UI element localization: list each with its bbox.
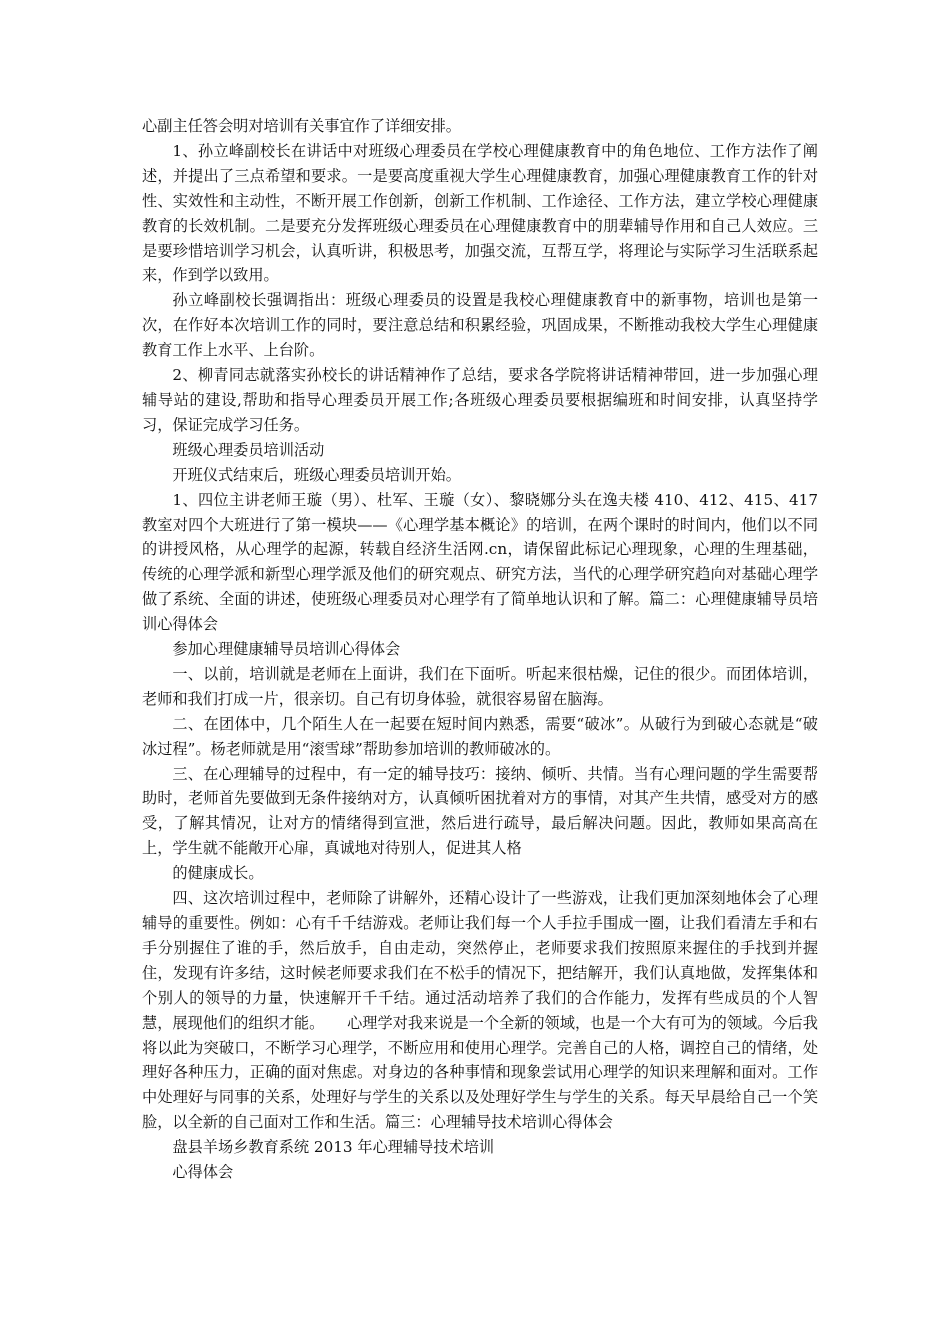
paragraph: 二、在团体中，几个陌生人在一起要在短时间内熟悉，需要“破冰”。从破行为到破心态就是“破冰过程”。杨老师就是用“滚雪球”帮助参加培训的教师破冰的。	[142, 714, 818, 758]
document-body	[142, 114, 818, 1185]
section-heading: 心得体会	[172, 1163, 234, 1182]
section-heading: 班级心理委员培训活动	[172, 440, 325, 459]
paragraph: 孙立峰副校长强调指出：班级心理委员的设置是我校心理健康教育中的新事物，培训也是第一次，在作好本次培训工作的同时，要注意总结和积累经验，巩固成果，不断推动我校大学生心理健康教育工作上水平、上台阶。	[142, 291, 818, 360]
paragraph: 的健康成长。	[172, 864, 264, 883]
paragraph: 1、四位主讲老师王璇（男）、杜军、王璇（女）、黎晓娜分头在逸夫楼 410、412、415、417 教室对四个大班进行了第一模块——《心理学基本概论》的培训，在两个课时的时间内，他们以不同的讲授风格，从心理学的起源，转载自经济生活网.cn，请保留此标记心理现象，心理的生理基础，传统的心理学派和新型心理学派及他们的研究观点、研究方法，当代的心理学研究趋向对基础心理学做了系统、全面的讲述，使班级心理委员对心理学有了简单地认识和了解。篇二：心理健康辅导员培训心得体会	[142, 490, 818, 634]
paragraph: 开班仪式结束后，班级心理委员培训开始。	[172, 465, 461, 484]
section-heading: 参加心理健康辅导员培训心得体会	[172, 640, 401, 659]
paragraph: 1、孙立峰副校长在讲话中对班级心理委员在学校心理健康教育中的角色地位、工作方法作了阐述，并提出了三点希望和要求。一是要高度重视大学生心理健康教育，加强心理健康教育工作的针对性、实效性和主动性，不断开展工作创新，创新工作机制、工作途径、工作方法，建立学校心理健康教育的长效机制。二是要充分发挥班级心理委员在心理健康教育中的朋辈辅导作用和自己人效应。三是要珍惜培训学习机会，认真听讲，积极思考，加强交流，互帮互学，将理论与实际学习生活联系起来，作到学以致用。	[142, 141, 818, 285]
section-heading: 盘县羊场乡教育系统 2013 年心理辅导技术培训	[172, 1138, 495, 1157]
paragraph: 四、这次培训过程中，老师除了讲解外，还精心设计了一些游戏，让我们更加深刻地体会了心理辅导的重要性。例如：心有千千结游戏。老师让我们每一个人手拉手围成一圈，让我们看清左手和右手分别握住了谁的手，然后放手，自由走动，突然停止，老师要求我们按照原来握住的手找到并握住，发现有许多结，这时候老师要求我们在不松手的情况下，把结解开，我们认真地做，发挥集体和个别人的领导的力量，快速解开千千结。通过活动培养了我们的合作能力，发挥有些成员的个人智慧，展现他们的组织才能。 心理学对我来说是一个全新的领域，也是一个大有可为的领域。今后我将以此为突破口，不断学习心理学，不断应用和使用心理学。完善自己的人格，调控自己的情绪，处理好各种压力，正确的面对焦虑。对身边的各种事情和现象尝试用心理学的知识来理解和面对。工作中处理好与同事的关系，处理好与学生的关系以及处理好学生与学生的关系。每天早晨给自己一个笑脸，以全新的自己面对工作和生活。篇三：心理辅导技术培训心得体会	[142, 889, 818, 1132]
paragraph: 一、以前，培训就是老师在上面讲，我们在下面听。听起来很枯燥，记住的很少。而团体培训，老师和我们打成一片，很亲切。自己有切身体验，就很容易留在脑海。	[142, 664, 818, 708]
paragraph: 心副主任答会明对培训有关事宜作了详细安排。	[142, 117, 461, 135]
paragraph: 2、柳青同志就落实孙校长的讲话精神作了总结，要求各学院将讲话精神带回，进一步加强心理辅导站的建设,帮助和指导心理委员开展工作;各班级心理委员要根据编班和时间安排，认真坚持学习，保证完成学习任务。	[142, 366, 818, 434]
paragraph: 三、在心理辅导的过程中，有一定的辅导技巧：接纳、倾听、共情。当有心理问题的学生需要帮助时，老师首先要做到无条件接纳对方，认真倾听困扰着对方的事情，对其产生共情，感受对方的感受，了解其情况，让对方的情绪得到宣泄，然后进行疏导，最后解决问题。因此，教师如果高高在上，学生就不能敞开心扉，真诚地对待别人，促进其人格	[142, 764, 818, 858]
